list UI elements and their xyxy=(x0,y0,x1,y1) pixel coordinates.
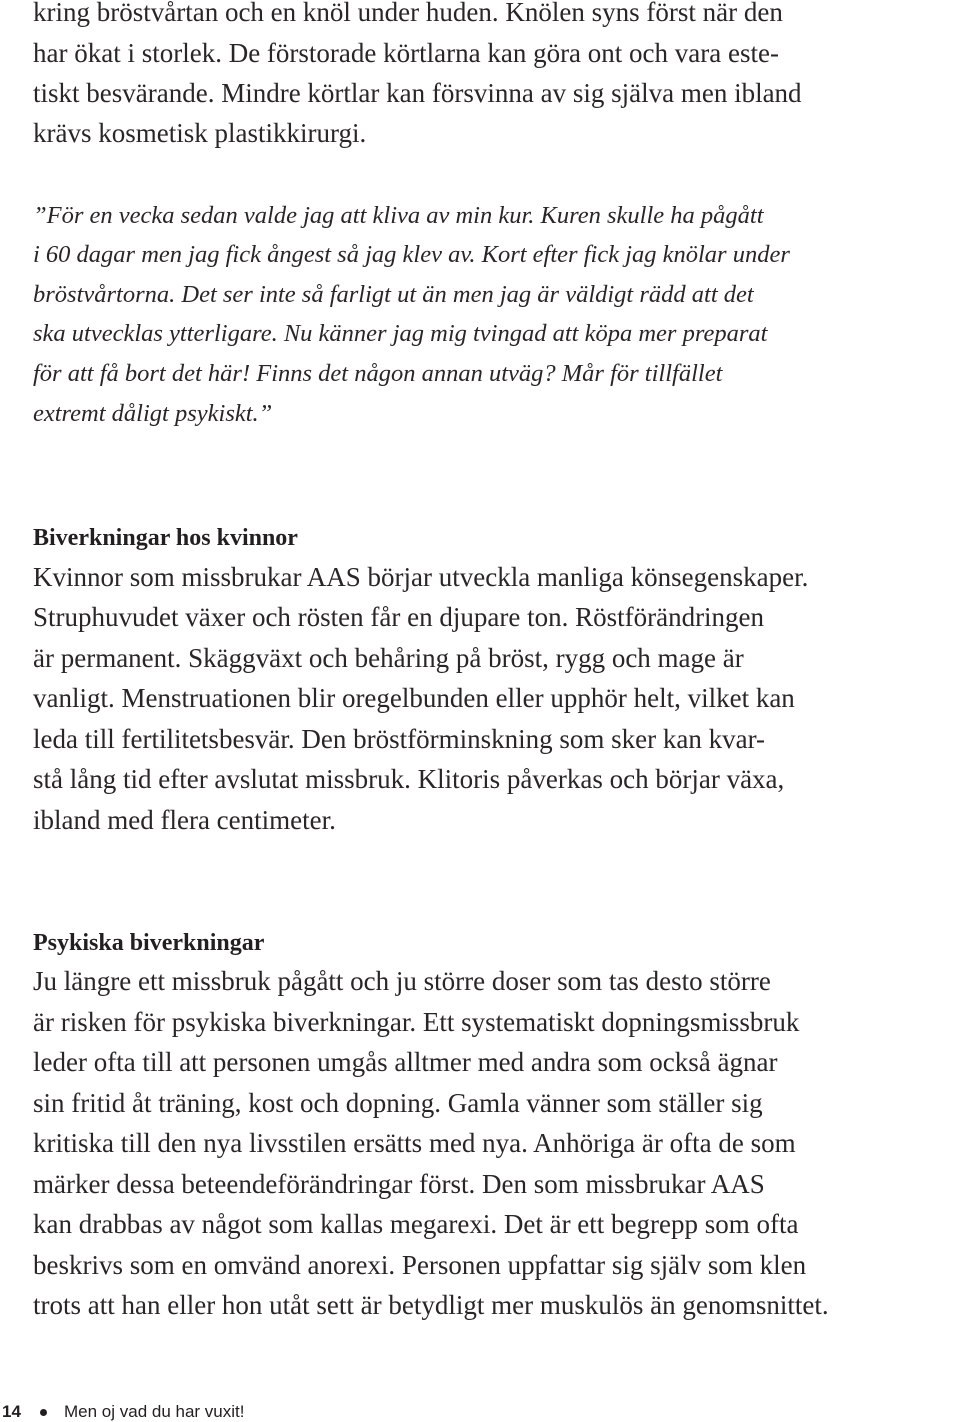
page-number: 14 xyxy=(2,1402,21,1421)
text-line: krävs kosmetisk plastikkirurgi. xyxy=(33,118,367,148)
quote-line: för att få bort det här! Finns det någon annan utväg? Mår för tillfället xyxy=(33,360,723,387)
text-line: Kvinnor som missbrukar AAS börjar utveckla manliga könsegenskaper. xyxy=(33,562,809,592)
text-line: kritiska till den nya livsstilen ersätts med nya. Anhöriga är ofta de som xyxy=(33,1128,796,1158)
text-line: Struphuvudet växer och rösten får en djupare ton. Röstförändringen xyxy=(33,602,765,632)
text-line: kan drabbas av något som kallas megarexi. Det är ett begrepp som ofta xyxy=(33,1209,799,1239)
quote-line: i 60 dagar men jag fick ångest så jag klev av. Kort efter fick jag knölar under xyxy=(33,241,790,268)
text-line: stå lång tid efter avslutat missbruk. Klitoris påverkas och börjar växa, xyxy=(33,764,785,794)
running-title: Men oj vad du har vuxit! xyxy=(64,1402,245,1421)
text-line: har ökat i storlek. De förstorade körtlarna kan göra ont och vara este- xyxy=(33,38,779,68)
text-line: är permanent. Skäggväxt och behåring på bröst, rygg och mage är xyxy=(33,643,744,673)
page-footer xyxy=(0,1402,960,1422)
text-line: leder ofta till att personen umgås alltmer med andra som också ägnar xyxy=(33,1047,778,1077)
text-line: trots att han eller hon utåt sett är betydligt mer muskulös än genomsnittet. xyxy=(33,1290,829,1320)
text-line: beskrivs som en omvänd anorexi. Personen uppfattar sig själv som klen xyxy=(33,1250,807,1280)
text-line: ibland med flera centimeter. xyxy=(33,805,336,835)
text-line: är risken för psykiska biverkningar. Ett systematiskt dopningsmissbruk xyxy=(33,1007,800,1037)
section-heading: Biverkningar hos kvinnor xyxy=(33,525,298,551)
text-line: tiskt besvärande. Mindre körtlar kan försvinna av sig själva men ibland xyxy=(33,78,802,108)
section-heading: Psykiska biverkningar xyxy=(33,930,265,956)
text-line: leda till fertilitetsbesvär. Den bröstförminskning som sker kan kvar- xyxy=(33,724,766,754)
quote-line: bröstvårtorna. Det ser inte så farligt ut än men jag är väldigt rädd att det xyxy=(33,281,754,308)
text-line: Ju längre ett missbruk pågått och ju större doser som tas desto större xyxy=(33,966,771,996)
text-line: kring bröstvårtan och en knöl under huden. Knölen syns först när den xyxy=(33,0,783,27)
text-line: vanligt. Menstruationen blir oregelbunden eller upphör helt, vilket kan xyxy=(33,683,795,713)
bullet-separator-icon xyxy=(40,1409,47,1416)
text-line: märker dessa beteendeförändringar först. Den som missbrukar AAS xyxy=(33,1169,765,1199)
quote-line: extremt dåligt psykiskt.” xyxy=(33,400,273,427)
quote-line: ska utvecklas ytterligare. Nu känner jag mig tvingad att köpa mer preparat xyxy=(33,320,768,347)
text-line: sin fritid åt träning, kost och dopning. Gamla vänner som ställer sig xyxy=(33,1088,763,1118)
quote-line: ”För en vecka sedan valde jag att kliva av min kur. Kuren skulle ha pågått xyxy=(33,202,764,229)
